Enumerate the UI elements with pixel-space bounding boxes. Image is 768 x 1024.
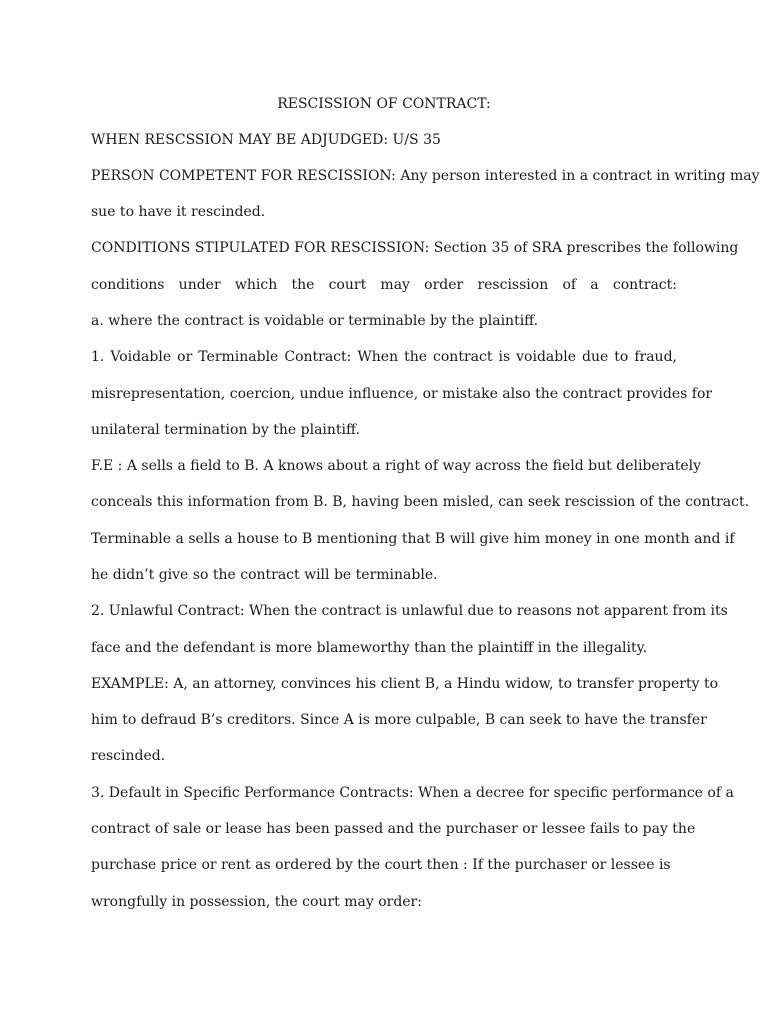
text-line: F.E : A sells a field to B. A knows about a right of way across the field but deliberately xyxy=(91,458,702,474)
text-line: misrepresentation, coercion, undue influence, or mistake also the contract provides for xyxy=(91,386,713,402)
text-line: contract of sale or lease has been passed and the purchaser or lessee fails to pay the xyxy=(91,821,696,837)
document-title: RESCISSION OF CONTRACT: xyxy=(277,96,491,112)
text-line: he didn’t give so the contract will be terminable. xyxy=(91,567,438,583)
text-line: 1. Voidable or Terminable Contract: When the contract is voidable due to fraud, xyxy=(91,349,677,365)
text-line: WHEN RESCSSION MAY BE ADJUDGED: U/S 35 xyxy=(91,132,441,148)
text-line: CONDITIONS STIPULATED FOR RESCISSION: Section 35 of SRA prescribes the following xyxy=(91,240,739,256)
text-line: 3. Default in Specific Performance Contracts: When a decree for specific performance of a xyxy=(91,785,734,801)
text-line: unilateral termination by the plaintiff. xyxy=(91,422,360,438)
text-line: Terminable a sells a house to B mentioning that B will give him money in one month and if xyxy=(91,531,735,547)
text-line: 2. Unlawful Contract: When the contract is unlawful due to reasons not apparent from its xyxy=(91,603,728,619)
text-line: conditions under which the court may order rescission of a contract: xyxy=(91,277,677,293)
text-line: conceals this information from B. B, having been misled, can seek rescission of the contract. xyxy=(91,494,750,510)
text-line: sue to have it rescinded. xyxy=(91,204,266,220)
text-line: PERSON COMPETENT FOR RESCISSION: Any person interested in a contract in writing may xyxy=(91,168,760,184)
text-line: a. where the contract is voidable or terminable by the plaintiff. xyxy=(91,313,539,329)
text-line: rescinded. xyxy=(91,748,166,764)
text-line: EXAMPLE: A, an attorney, convinces his client B, a Hindu widow, to transfer property to xyxy=(91,676,719,692)
text-line: purchase price or rent as ordered by the court then : If the purchaser or lessee is xyxy=(91,857,671,873)
text-line: him to defraud B’s creditors. Since A is more culpable, B can seek to have the transfer xyxy=(91,712,707,728)
text-line: wrongfully in possession, the court may order: xyxy=(91,894,422,910)
text-line: face and the defendant is more blameworthy than the plaintiff in the illegality. xyxy=(91,640,648,656)
